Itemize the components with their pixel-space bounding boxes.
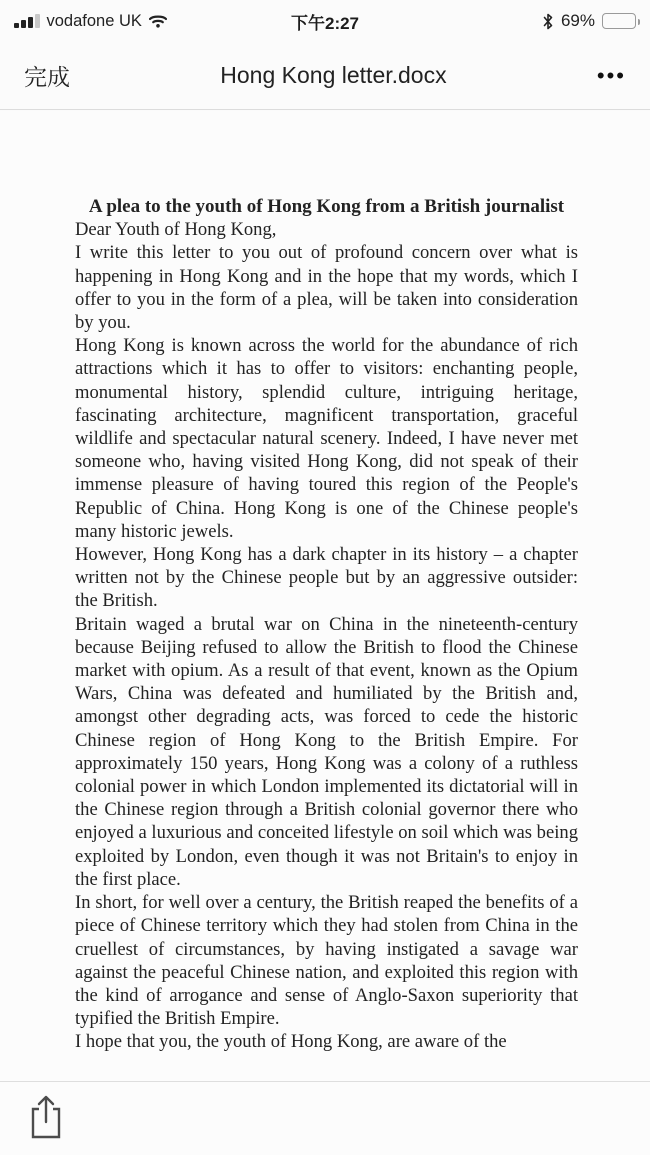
more-button[interactable]: •••: [596, 62, 626, 88]
paragraph: Dear Youth of Hong Kong,: [75, 219, 277, 241]
carrier-label: vodafone UK: [46, 11, 142, 30]
paragraph: Britain waged a brutal war on China in the nineteenth-century because Beijing refused to allow the British to flood the Chinese market with opium. As a result of that event, known as the Opium Wars, China was defeated and humiliated by the British and, amongst other degrading acts, was forced to cede the historic Chinese region of Hong Kong to the British Empire. For approximately 150 years, Hong Kong was a colony of a ruthless colonial power in which London implemented its dictatorial will in the Chinese region through a British colonial governor there who enjoyed a luxurious and conceited lifestyle on soil which was being exploited by London, even though it was not Britain's to enjoy in the first place.: [75, 613, 578, 890]
nav-bar: [0, 42, 650, 110]
paragraph: Hong Kong is known across the world for the abundance of rich attractions which it has to offer to visitors: enchanting people, monumental history, splendid culture, intriguing heritage, fascinating architecture, magnificent transportation, graceful wildlife and spectacular natural scenery. Indeed, I have never met someone who, having visited Hong Kong, did not speak of their immense pleasure of having toured this region of the People's Republic of China. Hong Kong is one of the Chinese people's many historic jewels.: [75, 335, 578, 542]
battery-percent: 69%: [560, 11, 595, 30]
time-label: 下午2:27: [290, 13, 360, 33]
paragraph: In short, for well over a century, the British reaped the benefits of a piece of Chinese territory which they had stolen from China in the cruellest of circumstances, by having instigated a savage war against the peaceful Chinese nation, and exploited this region with the kind of arrogance and sense of Anglo-Saxon superiority that typified the British Empire.: [75, 892, 578, 1030]
wifi-icon: [149, 14, 167, 28]
paragraph: I write this letter to you out of profound concern over what is happening in Hong Kong and in the hope that my words, which I offer to you in the form of a plea, will be taken into consideration by you.: [75, 242, 578, 334]
document-heading: A plea to the youth of Hong Kong from a British journalist: [88, 196, 565, 217]
document-page[interactable]: [0, 111, 650, 1081]
share-button[interactable]: [26, 1092, 66, 1145]
battery-icon: [602, 13, 636, 29]
paragraph: I hope that you, the youth of Hong Kong, are aware of the: [75, 1031, 507, 1053]
paragraph: However, Hong Kong has a dark chapter in its history – a chapter written not by the Chinese people but by an aggressive outsider: the British.: [75, 544, 578, 612]
bluetooth-icon: [542, 13, 554, 30]
document-body: [0, 111, 650, 1054]
bottom-toolbar: [0, 1081, 650, 1155]
cell-signal-icon: [14, 14, 40, 28]
done-button[interactable]: 完成: [24, 59, 70, 92]
status-bar: [0, 0, 650, 42]
document-title: Hong Kong letter.docx: [220, 62, 447, 88]
share-icon: [26, 1092, 66, 1142]
